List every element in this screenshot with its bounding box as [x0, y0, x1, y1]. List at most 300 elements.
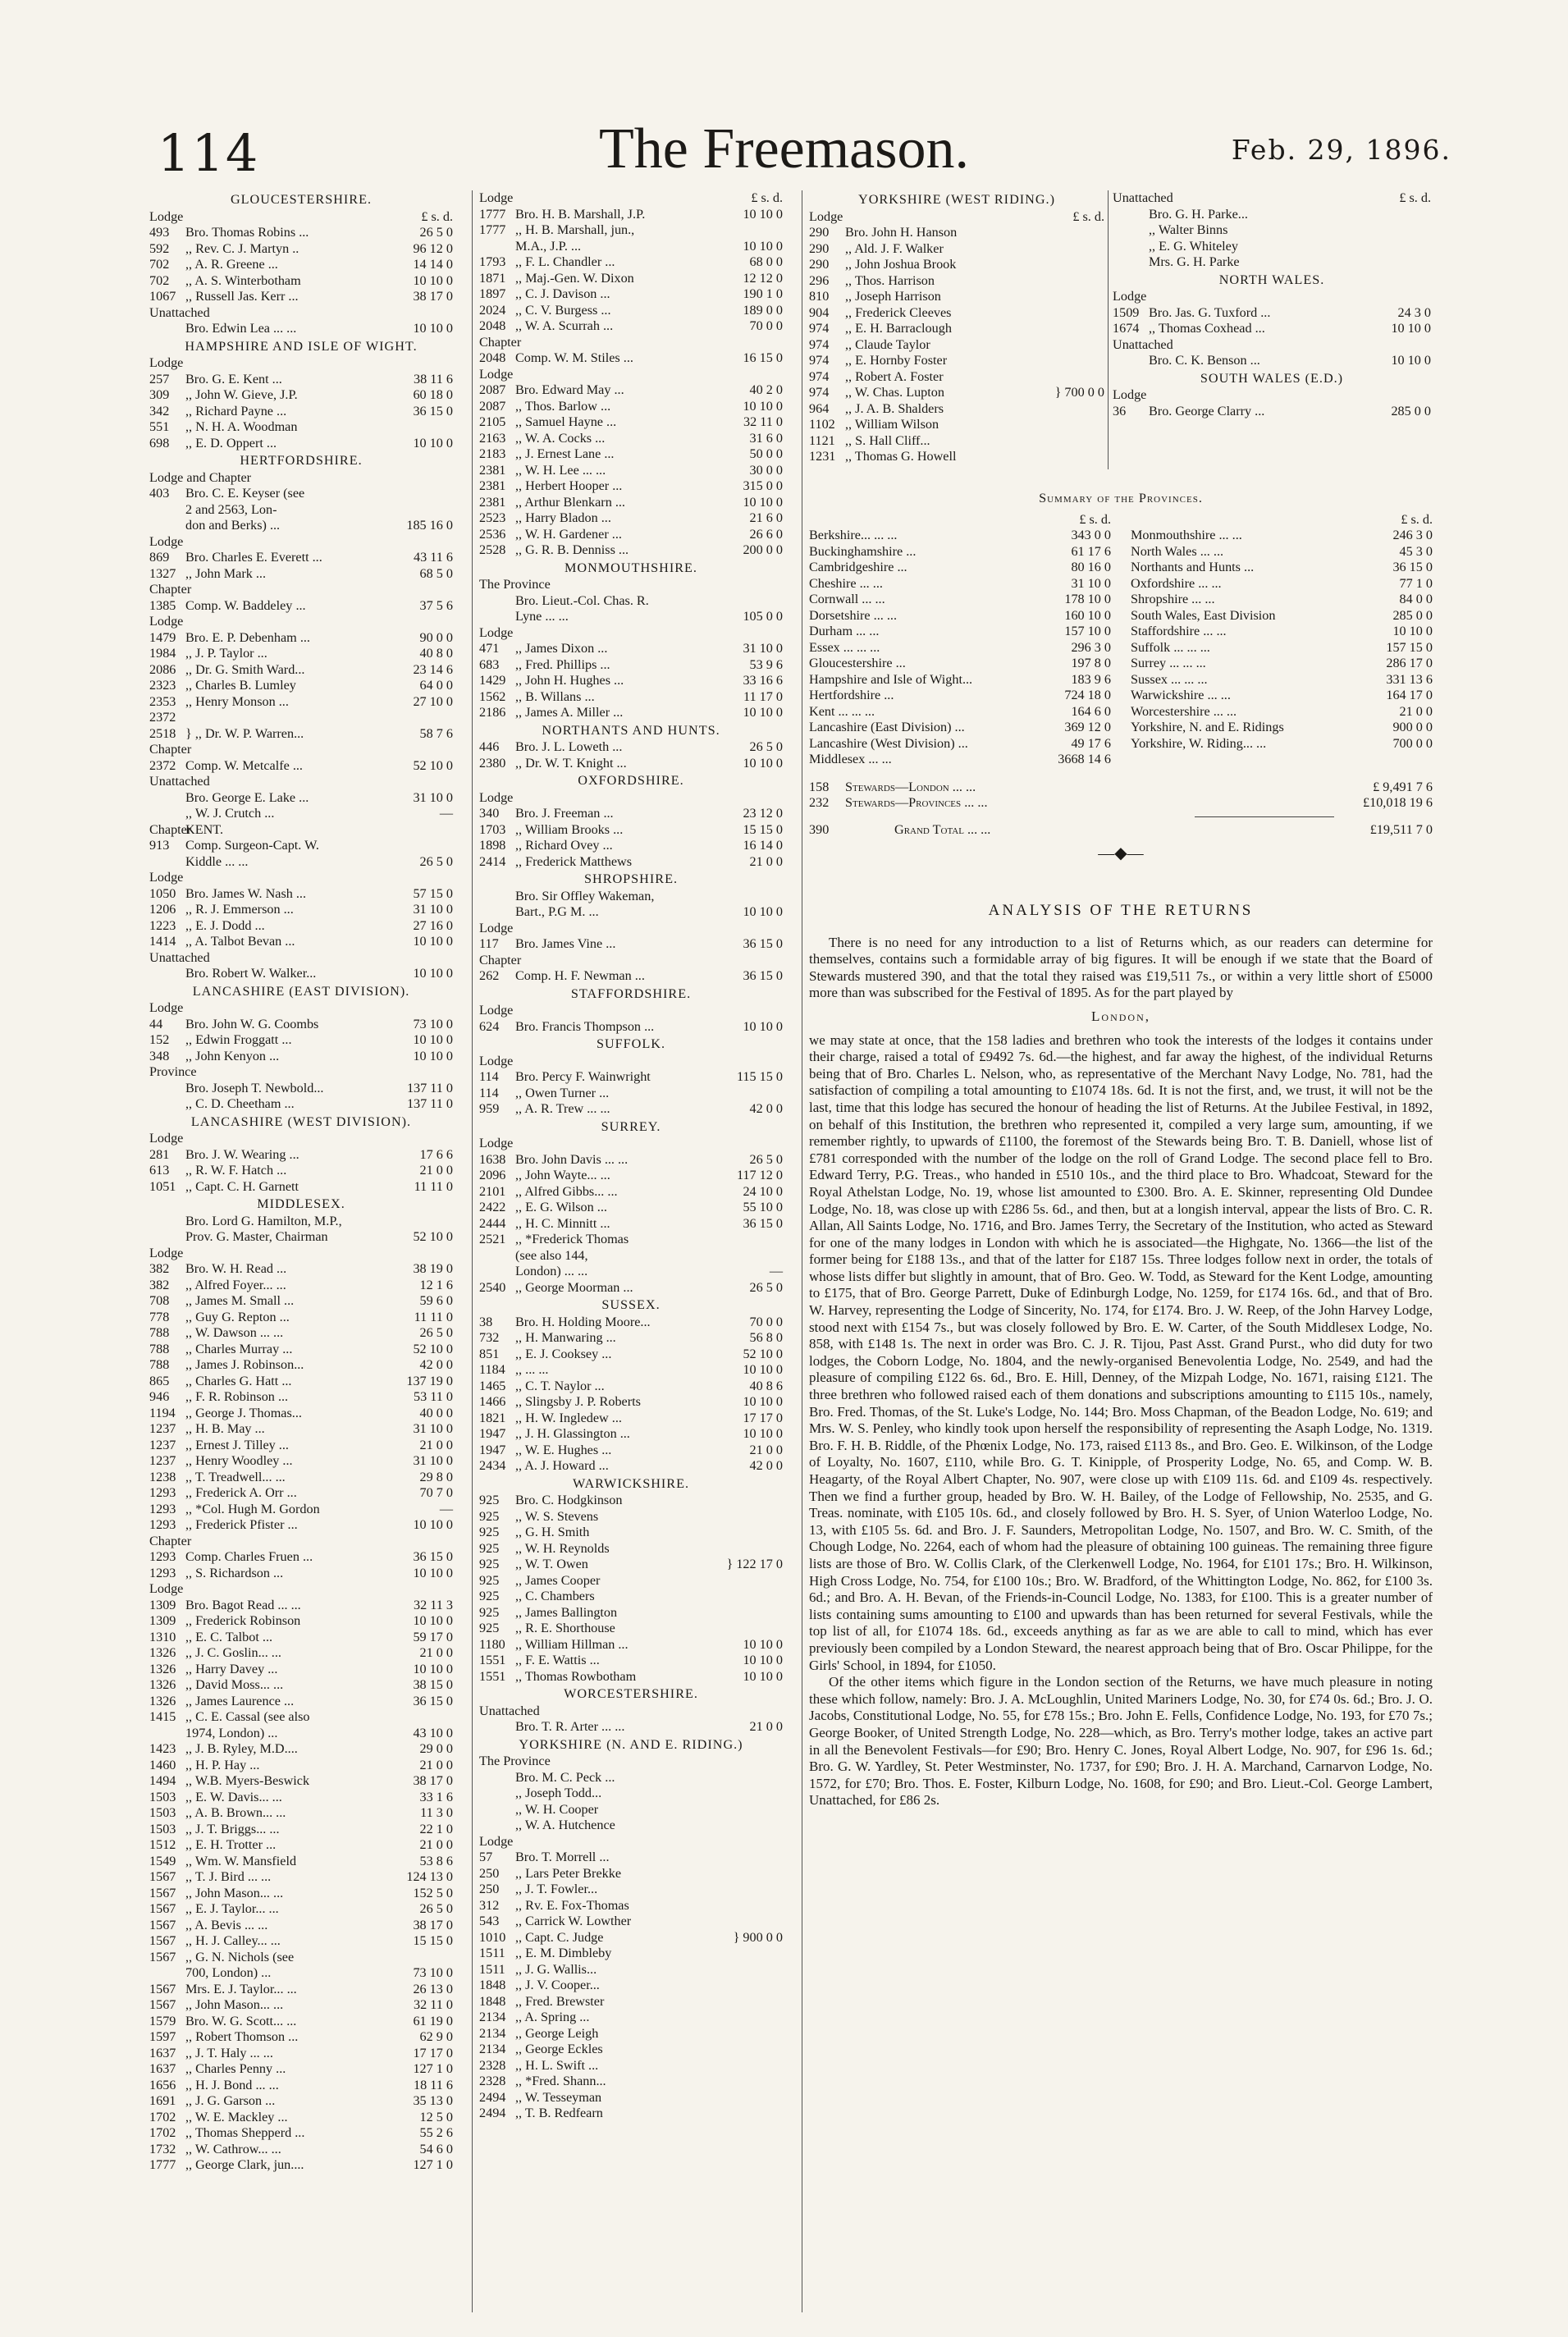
lodge-number: 1579 — [149, 2013, 176, 2028]
lodge-number: 493 — [149, 225, 170, 240]
amount: £ s. d. — [1072, 208, 1104, 224]
member-name: ,, Ald. J. F. Walker — [845, 240, 944, 256]
member-name: ,, Capt. C. H. Garnett — [185, 1178, 299, 1194]
group-label: Lodge — [149, 1245, 184, 1260]
amount — [704, 2058, 783, 2074]
lodge-number: 788 — [149, 1357, 170, 1372]
list-row — [149, 1278, 453, 1294]
member-name: ,, Thomas Rowbotham — [515, 1668, 637, 1684]
list-row — [479, 1509, 783, 1525]
member-name: ,, T. J. Bird ... ... — [185, 1869, 272, 1884]
lodge-number: 1326 — [149, 1661, 176, 1676]
lodge-number: 1638 — [479, 1151, 506, 1167]
province-name: Durham ... ... — [809, 624, 880, 638]
member-name: Bro. George Clarry ... — [1149, 403, 1265, 418]
lodge-number: 446 — [479, 739, 500, 754]
list-row — [479, 190, 783, 207]
lodge-number: 1897 — [479, 286, 506, 301]
list-row — [149, 2014, 453, 2030]
amount: 27 10 0 — [413, 693, 453, 709]
list-row — [149, 790, 453, 807]
article-paragraph: There is no need for any introduction to a list of Returns which, as our readers can determine for themselves, contains such a formidable array of big figures. It will be enough if we state that the Board of Stewards mustered 390, and that the total they raised was £19,511 7s., or within a very little short of £5000 more than was subscribed for the Festival of 1895. As for the part played by — [809, 934, 1433, 1001]
member-name: Bro. John Davis ... ... — [515, 1151, 629, 1167]
amount — [1026, 321, 1104, 337]
list-row — [149, 257, 453, 273]
member-name: ,, ... ... — [515, 1362, 549, 1377]
member-name: ,, Owen Turner ... — [515, 1085, 610, 1100]
amount: 10 10 0 — [743, 904, 783, 919]
member-name: don and Berks) ... — [185, 518, 281, 533]
amount — [704, 1621, 783, 1637]
lodge-number: 1238 — [149, 1469, 176, 1484]
list-row — [149, 598, 453, 615]
list-row — [479, 495, 783, 511]
province-amount: 285 0 0 — [1392, 607, 1433, 623]
lodge-number: 1898 — [479, 838, 506, 853]
member-name: ,, W. J. Crutch ... — [185, 806, 275, 821]
amount: 60 18 0 — [413, 387, 453, 402]
article — [809, 903, 1433, 1809]
list-row — [479, 1411, 783, 1427]
list-row — [479, 657, 783, 674]
member-name: ,, E. J. Dodd ... — [185, 917, 265, 933]
member-name: Comp. Charles Fruen ... — [185, 1549, 313, 1564]
lodge-number: 2323 — [149, 678, 176, 693]
amount: £ s. d. — [751, 190, 783, 205]
stewards-label: Stewards—Provinces ... ... — [845, 795, 988, 810]
province-amount: 49 17 6 — [1071, 735, 1111, 751]
amount: 26 5 0 — [749, 1279, 783, 1295]
list-row — [479, 806, 783, 822]
province-name: Staffordshire ... ... — [1131, 624, 1227, 638]
section-heading: MIDDLESEX. — [257, 1196, 345, 1211]
list-row — [479, 463, 783, 479]
list-row — [149, 822, 453, 839]
summary-of-provinces — [809, 489, 1433, 862]
member-name: ,, Charles Penny ... — [185, 2061, 286, 2076]
list-row — [149, 1950, 453, 1966]
province-amount: 246 3 0 — [1392, 528, 1433, 542]
lodge-number: 1567 — [149, 1997, 176, 2012]
lodge-number: Lodge — [809, 208, 843, 224]
amount: 21 6 0 — [749, 510, 783, 525]
lodge-number: 1309 — [149, 1597, 176, 1612]
member-name: ,, James A. Miller ... — [515, 705, 624, 720]
group-label: The Province — [479, 1754, 551, 1768]
lodge-number: 1702 — [149, 2109, 176, 2124]
member-name: ,, E. Hornby Foster — [845, 353, 948, 368]
member-name: ,, H. W. Ingledew ... — [515, 1410, 622, 1425]
lodge-number — [479, 1770, 515, 1786]
summary-row — [809, 544, 1111, 560]
lodge-number: 1509 — [1113, 304, 1140, 320]
member-name: Bro. T. Morrell ... — [515, 1850, 610, 1864]
member-name: ,, H. P. Hay ... — [185, 1757, 260, 1772]
amount: 11 11 0 — [414, 1178, 453, 1194]
member-name: ,, Thomas Shepperd ... — [185, 2125, 305, 2140]
province-amount: 157 15 0 — [1386, 639, 1433, 655]
lodge-number: 1237 — [149, 1421, 176, 1436]
amount: 21 0 0 — [749, 1442, 783, 1457]
list-row — [1113, 321, 1431, 337]
lodge-number: 1511 — [479, 1946, 505, 1960]
list-row — [479, 822, 783, 839]
lodge-number: 851 — [479, 1346, 500, 1361]
member-name: ,, *Col. Hugh M. Gordon — [185, 1501, 320, 1516]
lodge-number: 1184 — [479, 1362, 505, 1377]
lodge-number: 925 — [479, 1604, 500, 1620]
currency-header: £ s. d. — [1401, 511, 1433, 527]
province-amount: 77 1 0 — [1399, 575, 1433, 591]
member-name: ,, W. A. Scurrah ... — [515, 318, 614, 333]
list-row — [479, 1866, 783, 1882]
list-row — [1113, 305, 1431, 322]
list-row — [149, 2061, 453, 2078]
province-amount: 197 8 0 — [1071, 656, 1111, 670]
lodge-number: 117 — [479, 936, 499, 951]
amount: 73 10 0 — [413, 1016, 453, 1031]
amount: 200 0 0 — [743, 542, 783, 557]
lodge-number: 2024 — [479, 302, 506, 318]
amount: 21 0 0 — [749, 1719, 783, 1734]
lodge-number: 708 — [149, 1293, 170, 1308]
list-row — [1113, 207, 1431, 223]
lodge-number: 312 — [479, 1897, 500, 1913]
province-amount: 724 18 0 — [1064, 688, 1111, 702]
summary-row — [809, 720, 1111, 736]
member-name: Bro. Jas. G. Tuxford ... — [1149, 304, 1271, 320]
lodge-number: 1293 — [149, 1565, 176, 1580]
list-row — [479, 1719, 783, 1736]
amount — [704, 1994, 783, 2010]
list-row — [479, 1946, 783, 1962]
summary-row — [809, 592, 1111, 608]
amount: 42 0 0 — [419, 1357, 453, 1372]
amount: 11 11 0 — [414, 1309, 453, 1324]
lodge-number: 2134 — [479, 2010, 506, 2024]
amount: 36 15 0 — [743, 936, 783, 951]
lodge-number: 57 — [479, 1850, 493, 1864]
lodge-number — [149, 518, 185, 534]
section-heading: WORCESTERSHIRE. — [564, 1686, 698, 1701]
lodge-number: 1549 — [149, 1853, 176, 1868]
province-name: North Wales ... ... — [1131, 543, 1224, 559]
list-row — [809, 209, 1104, 226]
amount: — — [439, 1501, 453, 1516]
grand-total — [809, 822, 1433, 839]
lodge-number: 1429 — [479, 673, 506, 688]
lodge-number: 1479 — [149, 629, 176, 645]
lodge-number: 1460 — [149, 1757, 176, 1772]
member-name: ,, H. B. May ... — [185, 1421, 265, 1436]
group-label: Chapter — [479, 334, 522, 350]
list-row — [479, 303, 783, 319]
amount: 285 0 0 — [1391, 403, 1431, 418]
lodge-number: 1567 — [149, 1869, 176, 1884]
member-name: Bro. J. W. Wearing ... — [185, 1146, 299, 1162]
province-name: Lancashire (East Division) ... — [809, 720, 965, 734]
amount: 26 13 0 — [413, 1981, 453, 1996]
amount: 52 10 0 — [413, 757, 453, 773]
member-name: ,, E. G. Whiteley — [1149, 238, 1238, 254]
lodge-number: 1102 — [809, 417, 835, 432]
member-name: Bro. Sir Offley Wakeman, — [515, 888, 655, 903]
lodge-number: 1327 — [149, 565, 176, 581]
list-row — [149, 1566, 453, 1582]
lodge-number: 1793 — [479, 254, 506, 269]
list-row — [479, 641, 783, 657]
lodge-number: Chapter — [149, 821, 192, 837]
amount: 68 0 0 — [749, 254, 783, 269]
summary-row — [809, 560, 1111, 576]
lodge-number: 2087 — [479, 382, 506, 397]
lodge-number: 1947 — [479, 1426, 506, 1441]
article-paragraph: Of the other items which figure in the London section of the Returns, we have much pleasure in noting these which follow, namely: Bro. J. A. McLoughlin, United Mariners Lodge, No. 30, for £74 0s. 6d.; Bro. J. O. Jacobs, Constitutional Lodge, No. 55, for £78 15s.; Bro. John E. Fells, Confidence Lodge, No. 193, for £70 7s.; George Booker, of United Strength Lodge, No. 228—which, as Bro. Terry's mother lodge, takes an active part in all the Benevolent Festivals—for £90; Bro. Henry C. Jones, Royal Albert Lodge, No. 907, for £96 1s. 6d.; Bro. G. W. Yardley, St. Peter Westminster, No. 1737, for £90; Bro. J. H. A. Marchand, Carnarvon Lodge, No. 1572, for £70; Bro. Thos. E. Foster, Kilburn Lodge, No. 1608, for £90; and Bro. Lieut.-Col. George Lambert, Unattached, for £86 2s. — [809, 1674, 1433, 1809]
lodge-number: 250 — [479, 1865, 500, 1881]
amount — [1026, 305, 1104, 322]
amount — [704, 1786, 783, 1802]
member-name: ,, James Laurence ... — [185, 1693, 295, 1708]
member-name: ,, J. P. Taylor ... — [185, 646, 267, 661]
list-row — [149, 1918, 453, 1934]
amount: 10 10 0 — [743, 398, 783, 414]
member-name: ,, A. Talbot Bevan ... — [185, 934, 295, 949]
lodge-number: 865 — [149, 1373, 170, 1388]
list-row — [149, 1549, 453, 1566]
lodge-number: 1503 — [149, 1821, 176, 1836]
list-row — [479, 1962, 783, 1978]
summary-row — [1131, 688, 1433, 704]
list-row — [479, 478, 783, 495]
lodge-number: 1567 — [149, 1901, 176, 1916]
summary-row — [809, 576, 1111, 592]
list-row — [149, 1997, 453, 2014]
member-name: ,, George Leigh — [515, 2025, 599, 2041]
amount: 33 1 6 — [419, 1789, 453, 1804]
amount: 32 11 3 — [414, 1597, 453, 1612]
list-row — [479, 1802, 783, 1818]
amount: 105 0 0 — [743, 609, 783, 624]
list-row — [149, 1805, 453, 1822]
member-name: ,, W. H. Reynolds — [515, 1540, 610, 1556]
lodge-number: 114 — [479, 1069, 499, 1084]
member-name: ,, E. H. Trotter ... — [185, 1837, 277, 1852]
list-row — [149, 1049, 453, 1065]
amount — [704, 1946, 783, 1962]
amount — [1026, 273, 1104, 290]
lodge-number: 732 — [479, 1330, 500, 1345]
lodge-number: 2163 — [479, 430, 506, 446]
list-row — [149, 1598, 453, 1614]
province-name: Sussex ... ... ... — [1131, 671, 1208, 687]
member-name — [185, 209, 374, 226]
amount: 55 2 6 — [419, 2125, 453, 2140]
list-row — [149, 273, 453, 290]
lodge-number: 2521 — [479, 1232, 506, 1246]
list-row — [479, 1315, 783, 1331]
list-row — [479, 1069, 783, 1086]
group-label: Lodge — [479, 624, 514, 640]
member-name: ,, T. B. Redfearn — [515, 2106, 603, 2120]
list-row — [479, 1200, 783, 1216]
amount — [374, 1709, 453, 1726]
list-row — [149, 2093, 453, 2110]
amount — [374, 710, 453, 726]
list-row — [809, 369, 1104, 386]
lodge-number: 2048 — [479, 318, 506, 333]
amount: 315 0 0 — [743, 478, 783, 493]
group-label: Lodge — [479, 1136, 514, 1150]
amount: 10 10 0 — [413, 435, 453, 450]
lodge-number: 114 — [479, 1085, 499, 1100]
list-row — [149, 1310, 453, 1326]
lodge-number: 1494 — [149, 1773, 176, 1788]
amount: 21 0 0 — [419, 1645, 453, 1660]
lodge-number — [479, 1786, 515, 1802]
member-name: Bro. T. R. Arter ... ... — [515, 1719, 625, 1734]
province-name: Shropshire ... ... — [1131, 592, 1215, 606]
member-name: Bro. G. H. Parke... — [1149, 206, 1248, 222]
province-amount: 80 16 0 — [1071, 560, 1111, 574]
list-row — [479, 705, 783, 721]
lodge-number: 788 — [149, 1325, 170, 1340]
member-name: ,, Arthur Blenkarn ... — [515, 494, 625, 510]
member-name: ,, Rv. E. Fox-Thomas — [515, 1897, 629, 1913]
member-name: ,, Carrick W. Lowther — [515, 1914, 632, 1928]
lodge-number: 1180 — [479, 1636, 505, 1652]
member-name: ,, C. E. Cassal (see also — [185, 1709, 310, 1724]
list-row — [1113, 404, 1431, 420]
list-row — [1113, 239, 1431, 255]
member-name: ,, George Clark, jun.... — [185, 2157, 304, 2172]
list-row — [479, 2058, 783, 2074]
lodge-number: 44 — [149, 1016, 163, 1031]
amount: 10 10 0 — [743, 1636, 783, 1652]
lodge-number: 925 — [479, 1621, 500, 1635]
list-row — [149, 1790, 453, 1806]
list-row — [479, 968, 783, 985]
lodge-number: 2087 — [479, 398, 506, 414]
list-row — [149, 518, 453, 534]
lodge-number: 1194 — [149, 1405, 176, 1420]
province-name: Berkshire... ... ... — [809, 528, 898, 542]
amount: 10 10 0 — [413, 1565, 453, 1580]
section-heading: NORTHANTS AND HUNTS. — [542, 722, 720, 738]
member-name: ,, A. B. Brown... ... — [185, 1805, 286, 1820]
list-row — [149, 1261, 453, 1278]
amount: 42 0 0 — [749, 1458, 783, 1473]
list-row — [149, 1357, 453, 1374]
lodge-number: 974 — [809, 336, 830, 352]
member-name: ,, Alfred Gibbs... ... — [515, 1183, 618, 1199]
amount: 31 10 0 — [413, 1421, 453, 1436]
amount — [1026, 353, 1104, 369]
lodge-number: 1237 — [149, 1453, 176, 1468]
lodge-number: 974 — [809, 321, 830, 336]
list-row — [479, 2090, 783, 2106]
amount: 30 0 0 — [749, 462, 783, 478]
member-name: ,, John H. Hughes ... — [515, 673, 624, 688]
member-name: ,, John Kenyon ... — [185, 1048, 280, 1063]
member-name: Lyne ... ... — [515, 609, 569, 624]
amount: 43 11 6 — [414, 550, 453, 565]
lodge-number: 683 — [479, 656, 500, 672]
lodge-number — [1113, 207, 1149, 223]
summary-row — [1131, 592, 1433, 608]
list-row — [149, 2078, 453, 2094]
list-row — [149, 1293, 453, 1310]
province-amount: 331 13 6 — [1386, 671, 1433, 687]
province-name: Buckinghamshire ... — [809, 543, 917, 559]
province-name: Middlesex ... ... — [809, 752, 892, 766]
lodge-number: 290 — [809, 257, 830, 272]
lodge-number: 2518 — [149, 725, 176, 741]
list-row — [149, 1854, 453, 1870]
member-name: ,, J. T. Haly ... ... — [185, 2045, 273, 2060]
lodge-number: 1293 — [149, 1517, 176, 1532]
member-name: ,, George J. Thomas... — [185, 1405, 302, 1420]
amount: 56 8 0 — [749, 1330, 783, 1345]
lodge-number: 1293 — [149, 1549, 176, 1564]
lodge-number — [479, 1818, 515, 1834]
list-row — [149, 1032, 453, 1049]
member-name: Bro. H. B. Marshall, J.P. — [515, 206, 646, 222]
member-name: ,, N. H. A. Woodman — [185, 419, 298, 434]
member-name: ,, Thos. Barlow ... — [515, 398, 611, 414]
list-row — [809, 257, 1104, 273]
member-name: ,, Robert A. Foster — [845, 368, 944, 384]
member-name: ,, S. Hall Cliff... — [845, 432, 930, 448]
list-row — [479, 2010, 783, 2026]
amount — [1352, 222, 1431, 239]
member-name: Bro. C. K. Benson ... — [1149, 353, 1260, 368]
amount: 10 10 0 — [743, 1653, 783, 1667]
lodge-number — [149, 1096, 185, 1113]
member-name: Bro. John H. Hanson — [845, 225, 958, 240]
member-name: ,, A. R. Trew ... ... — [515, 1101, 610, 1116]
lodge-number — [149, 790, 185, 807]
section-heading: NORTH WALES. — [1218, 272, 1325, 287]
province-amount: 178 10 0 — [1064, 592, 1111, 606]
member-name: ,, W. H. Cooper — [515, 1801, 599, 1817]
list-row — [149, 1342, 453, 1358]
member-name: Bro. Francis Thompson ... — [515, 1018, 655, 1034]
member-name: ,, Richard Ovey ... — [515, 838, 613, 853]
amount — [704, 1541, 783, 1557]
list-row — [149, 2157, 453, 2174]
list-row — [479, 527, 783, 543]
lodge-number: 925 — [479, 1493, 500, 1507]
lodge-number: 38 — [479, 1314, 493, 1329]
lodge-number: 613 — [149, 1163, 170, 1178]
stewards-row — [809, 795, 1433, 812]
group-label: The Province — [479, 577, 551, 592]
lodge-number: 1415 — [149, 1709, 176, 1724]
member-name: ,, Thomas G. Howell — [845, 449, 957, 464]
member-name: ,, James Cooper — [515, 1572, 601, 1588]
list-row — [149, 436, 453, 452]
amount: 17 17 0 — [413, 2045, 453, 2060]
member-name: Bro. W. G. Scott... ... — [185, 2013, 297, 2028]
member-name: ,, John Mason... ... — [185, 1997, 284, 2012]
lodge-number: 1703 — [479, 821, 506, 837]
member-name: Bro. Thomas Robins ... — [185, 225, 309, 240]
list-row — [809, 337, 1104, 354]
list-row — [149, 886, 453, 903]
amount — [704, 1589, 783, 1605]
lodge-number: 2372 — [149, 710, 176, 725]
lodge-number: 1848 — [479, 1993, 506, 2009]
